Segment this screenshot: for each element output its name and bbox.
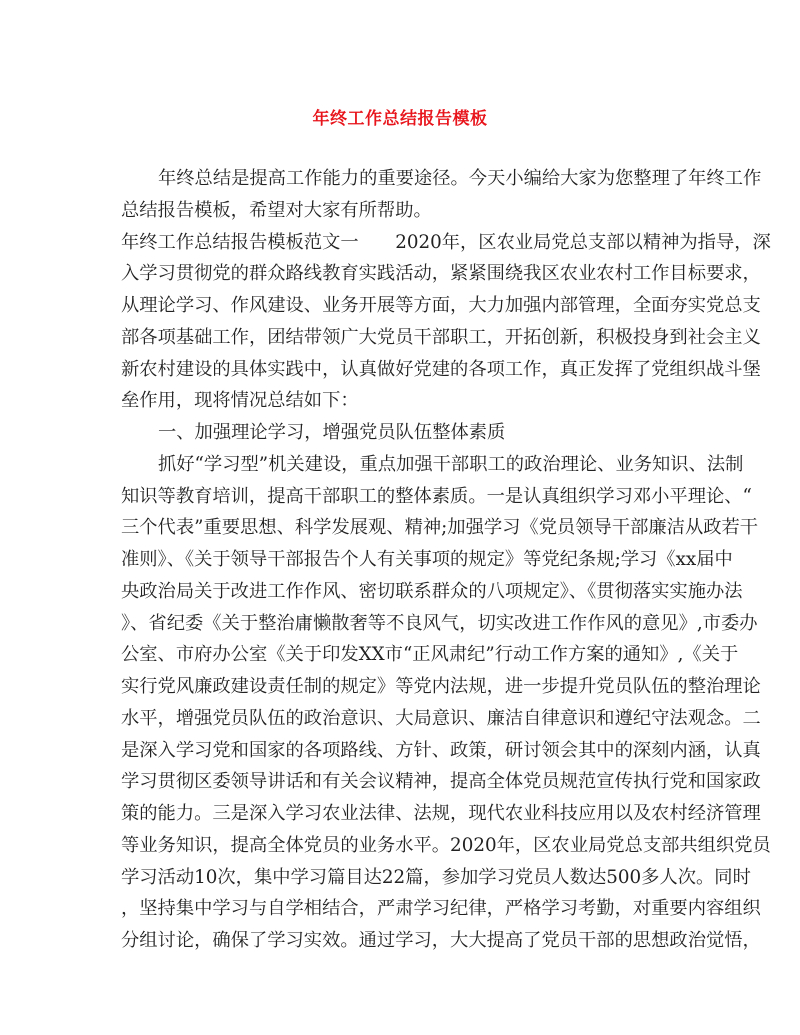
paragraph-line: 学习活动10次，集中学习篇目达22篇，参加学习党员人数达500多人次。同时: [121, 866, 751, 888]
paragraph-line: 抓好“学习型”机关建设，重点加强干部职工的政治理论、业务知识、法制: [158, 453, 744, 475]
paragraph-line: 入学习贯彻党的群众路线教育实践活动，紧紧围绕我区农业农村工作目标要求，: [121, 263, 761, 285]
paragraph-line: 知识等教育培训，提高干部职工的整体素质。一是认真组织学习邓小平理论、“: [121, 485, 752, 507]
paragraph-line: 垒作用，现将情况总结如下：: [121, 390, 359, 412]
paragraph-line: 策的能力。三是深入学习农业法律、法规，现代农业科技应用以及农村经济管理: [121, 803, 761, 824]
paragraph-line: 公室、市府办公室《关于印发XX市“正风肃纪”行动工作方案的通知》,《关于: [121, 644, 739, 666]
paragraph-line: 总结报告模板，希望对大家有所帮助。: [121, 199, 432, 221]
paragraph-line: 年终总结是提高工作能力的重要途径。今天小编给大家为您整理了年终工作: [158, 168, 762, 189]
paragraph-line: 实行党风廉政建设责任制的规定》等党内法规，进一步提升党员队伍的整治理论: [121, 676, 761, 697]
paragraph-line: 分组讨论，确保了学习实效。通过学习，大大提高了党员干部的思想政治觉悟，: [121, 930, 761, 951]
paragraph-line: 新农村建设的具体实践中，认真做好党建的各项工作，真正发挥了党组织战斗堡: [121, 358, 761, 380]
paragraph-line: 等业务知识，提高全体党员的业务水平。2020年，区农业局党总支部共组织党员: [121, 834, 771, 856]
paragraph-line: 部各项基础工作，团结带领广大党员干部职工，开拓创新，积极投身到社会主义: [121, 326, 761, 348]
paragraph-line: 三个代表”重要思想、科学发展观、精神;加强学习《党员领导干部廉洁从政若干: [121, 517, 759, 539]
paragraph-line: 是深入学习党和国家的各项路线、方针、政策，研讨领会其中的深刻内涵，认真: [121, 739, 761, 761]
section-heading: 一、加强理论学习，增强党员队伍整体素质: [158, 422, 506, 443]
paragraph-line: 央政治局关于改进工作作风、密切联系群众的八项规定》、《贯彻落实实施办法: [121, 580, 743, 602]
paragraph-line: 水平，增强党员队伍的政治意识、大局意识、廉洁自律意识和遵纪守法观念。二: [121, 707, 761, 729]
paragraph-line: 从理论学习、作风建设、业务开展等方面，大力加强内部管理，全面夯实党总支: [121, 295, 761, 316]
paragraph-line: 》、省纪委《关于整治庸懒散奢等不良风气，切实改进工作作风的意见》,市委办: [121, 612, 758, 634]
paragraph-line: 学习贯彻区委领导讲话和有关会议精神，提高全体党员规范宣传执行党和国家政: [121, 771, 761, 793]
paragraph-line: 准则》、《关于领导干部报告个人有关事项的规定》等党纪条规;学习《xx届中: [121, 549, 733, 570]
document-body: [121, 163, 771, 957]
paragraph-line: ，坚持集中学习与自学相结合，严肃学习纪律，严格学习考勤，对重要内容组织: [121, 898, 761, 920]
paragraph-line: 年终工作总结报告模板范文一 2020年，区农业局党总支部以精神为指导，深: [121, 231, 771, 253]
document-title: 年终工作总结报告模板: [312, 109, 488, 129]
